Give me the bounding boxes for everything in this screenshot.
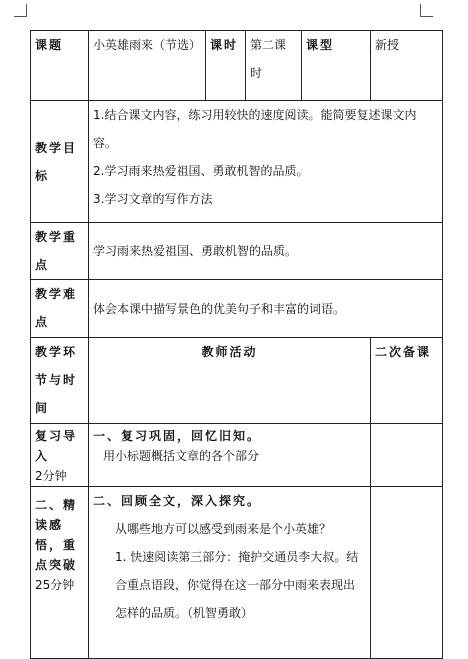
step1-body: 用小标题概括文章的各个部分 (103, 449, 260, 463)
step1-name: 复习导入 (35, 429, 78, 463)
step2-content (89, 487, 371, 659)
objective-item: 2.学习雨来热爱祖国、勇敢机智的品质。 (93, 164, 309, 178)
step1-notes (371, 424, 443, 487)
row-step-review (31, 424, 443, 487)
row-step-reading (31, 487, 443, 659)
row-key-point (31, 223, 443, 280)
step2-notes (371, 487, 443, 659)
period-label: 课时 (206, 31, 246, 101)
difficulty-label: 教学难点 (31, 280, 89, 338)
type-label: 课型 (302, 31, 371, 101)
row-header (31, 338, 443, 424)
lesson-plan-table (30, 30, 443, 659)
objectives-label: 教学目标 (31, 101, 89, 223)
header-step: 教学环节与时间 (31, 338, 89, 424)
topic-label: 课题 (31, 31, 89, 101)
header-teacher-activity: 教师活动 (89, 338, 371, 424)
header-second-prep: 二次备课 (371, 338, 443, 424)
type-value: 新授 (371, 31, 443, 101)
row-topic (31, 31, 443, 101)
step2-heading: 二、回顾全文，深入探究。 (93, 494, 262, 508)
row-objectives (31, 101, 443, 223)
difficulty-text: 体会本课中描写景色的优美句子和丰富的词语。 (89, 280, 443, 338)
step2-task: 1. 快速阅读第三部分：掩护交通员李大叔。结合重点语段，你觉得在这一部分中雨来表现出怎样的品质。（机智勇敢） (115, 550, 359, 620)
objectives-content (89, 101, 443, 223)
step1-time: 2分钟 (35, 469, 67, 483)
step1-heading: 一、复习巩固，回忆旧知。 (93, 429, 262, 443)
objective-item: 3.学习文章的写作方法 (93, 192, 213, 206)
row-difficulty (31, 280, 443, 338)
key-point-text: 学习雨来热爱祖国、勇敢机智的品质。 (89, 223, 443, 280)
step2-question: 从哪些地方可以感受到雨来是个小英雄？ (115, 522, 332, 536)
topic-title: 小英雄雨来（节选） (89, 31, 206, 101)
step2-name: 二、精读感悟，重点突破 (35, 498, 78, 572)
step2-time: 25分钟 (35, 578, 75, 592)
step2-cell (31, 487, 89, 659)
corner-mark-right (420, 4, 433, 17)
period-value: 第二课时 (246, 31, 302, 101)
step1-content (89, 424, 371, 487)
objective-item: 1.结合课文内容，练习用较快的速度阅读。能简要复述课文内容。 (93, 108, 417, 150)
corner-mark-left (14, 4, 27, 17)
step1-cell (31, 424, 89, 487)
key-point-label: 教学重点 (31, 223, 89, 280)
